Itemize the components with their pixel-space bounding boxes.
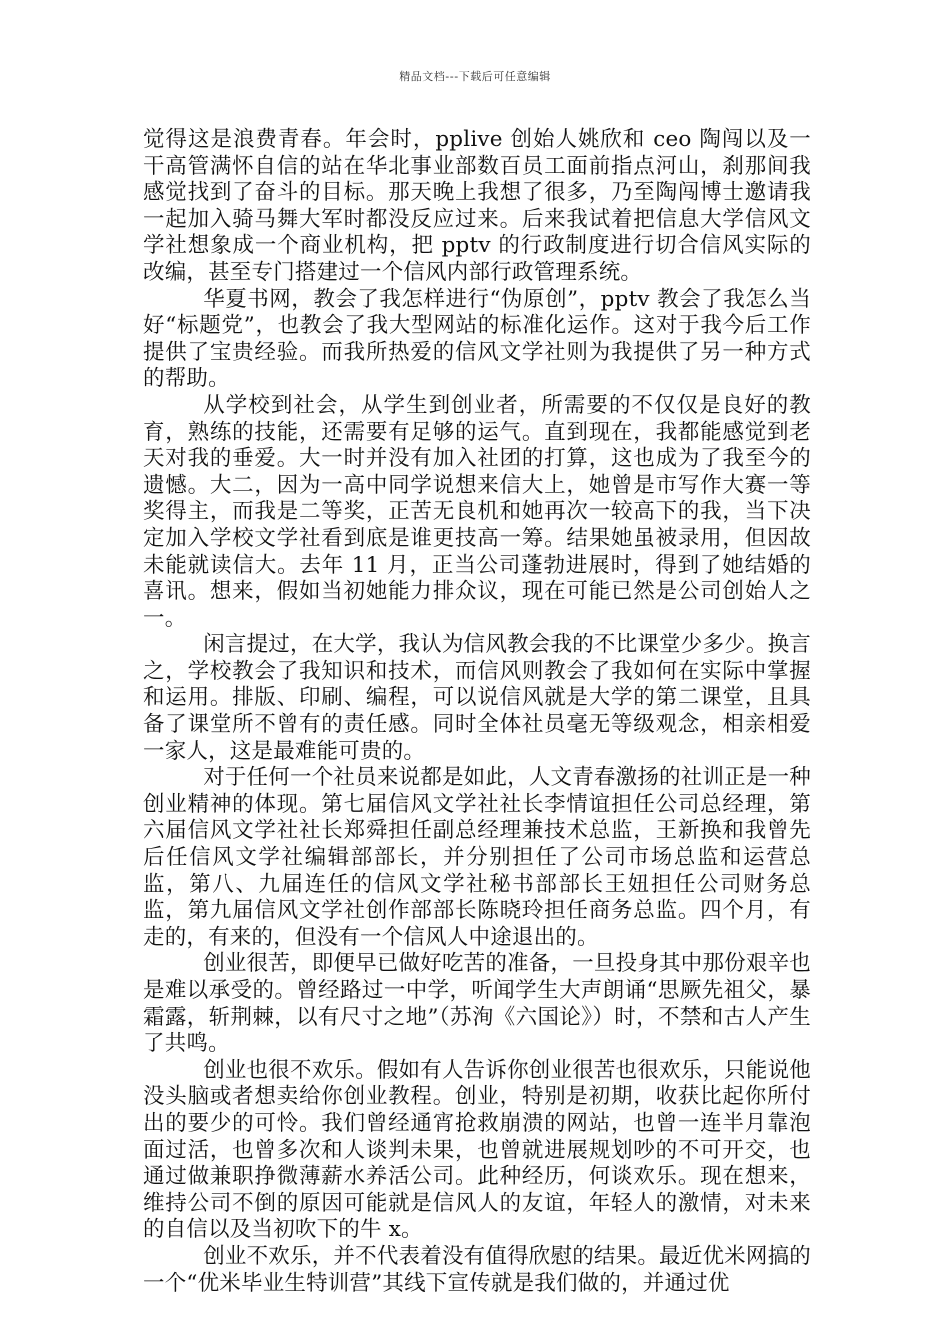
page-header: 精品文档---下载后可任意编辑 [399, 70, 551, 83]
paragraph-6: 创业很苦，即便早已做好吃苦的准备，一旦投身其中那份艰辛也是难以承受的。曾经路过一中学，听闻学生大声朗诵“思厥先祖父，暴霜露，斩荆棘，以有尺寸之地”（苏洵《六国论》）时，不禁和古人产生了共鸣。 [143, 951, 811, 1057]
paragraph-1: 觉得这是浪费青春。年会时，pplive 创始人姚欣和 ceo 陶闯以及一干高管满怀自信的站在华北事业部数百员工面前指点河山，刹那间我感觉找到了奋斗的目标。那天晚上我想了很多，乃至陶闯博士邀请我一起加入骑马舞大军时都没反应过来。后来我试着把信息大学信风文学社想象成一个商业机构，把 pptv 的行政制度进行切合信风实际的改编，甚至专门搭建过一个信风内部行政管理系统。 [143, 127, 811, 285]
paragraph-8: 创业不欢乐，并不代表着没有值得欣慰的结果。最近优米网搞的一个“优米毕业生特训营”其线下宣传就是我们做的，并通过优 [143, 1243, 811, 1296]
paragraph-4: 闲言提过，在大学，我认为信风教会我的不比课堂少多少。换言之，学校教会了我知识和技术，而信风则教会了我如何在实际中掌握和运用。排版、印刷、编程，可以说信风就是大学的第二课堂，且具备了课堂所不曾有的责任感。同时全体社员毫无等级观念，相亲相爱一家人，这是最难能可贵的。 [143, 632, 811, 764]
paragraph-2: 华夏书网，教会了我怎样进行“伪原创”，pptv 教会了我怎么当好“标题党”，也教会了我大型网站的标准化运作。这对于我今后工作提供了宝贵经验。而我所热爱的信风文学社则为我提供了另一种方式的帮助。 [143, 286, 811, 392]
paragraph-3: 从学校到社会，从学生到创业者，所需要的不仅仅是良好的教育，熟练的技能，还需要有足够的运气。直到现在，我都能感觉到老天对我的垂爱。大一时并没有加入社团的打算，这也成为了我至今的遗憾。大二，因为一高中同学说想来信大上，她曾是市写作大赛一等奖得主，而我是二等奖，正苦无良机和她再次一较高下的我，当下决定加入学校文学社看到底是谁更技高一筹。结果她虽被录用，但因故未能就读信大。去年 11 月，正当公司蓬勃进展时，得到了她结婚的喜讯。想来，假如当初她能力排众议，现在可能已然是公司创始人之一。 [143, 392, 811, 631]
document-body [143, 127, 811, 1297]
paragraph-7: 创业也很不欢乐。假如有人告诉你创业很苦也很欢乐，只能说他没头脑或者想卖给你创业教程。创业，特别是初期，收获比起你所付出的要少的可怜。我们曾经通宵抢救崩溃的网站，也曾一连半月靠泡面过活，也曾多次和人谈判未果，也曾就进展规划吵的不可开交，也通过做兼职挣微薄薪水养活公司。此种经历，何谈欢乐。现在想来，维持公司不倒的原因可能就是信风人的友谊，年轻人的激情，对未来的自信以及当初吹下的牛 x。 [143, 1057, 811, 1243]
paragraph-5: 对于任何一个社员来说都是如此，人文青春激扬的社训正是一种创业精神的体现。第七届信风文学社社长李情谊担任公司总经理，第六届信风文学社社长郑舜担任副总经理兼技术总监，王新换和我曾先后任信风文学社编辑部部长，并分别担任了公司市场总监和运营总监，第八、九届连任的信风文学社秘书部部长王妞担任公司财务总监，第九届信风文学社创作部部长陈晓玲担任商务总监。四个月，有走的，有来的，但没有一个信风人中途退出的。 [143, 765, 811, 950]
